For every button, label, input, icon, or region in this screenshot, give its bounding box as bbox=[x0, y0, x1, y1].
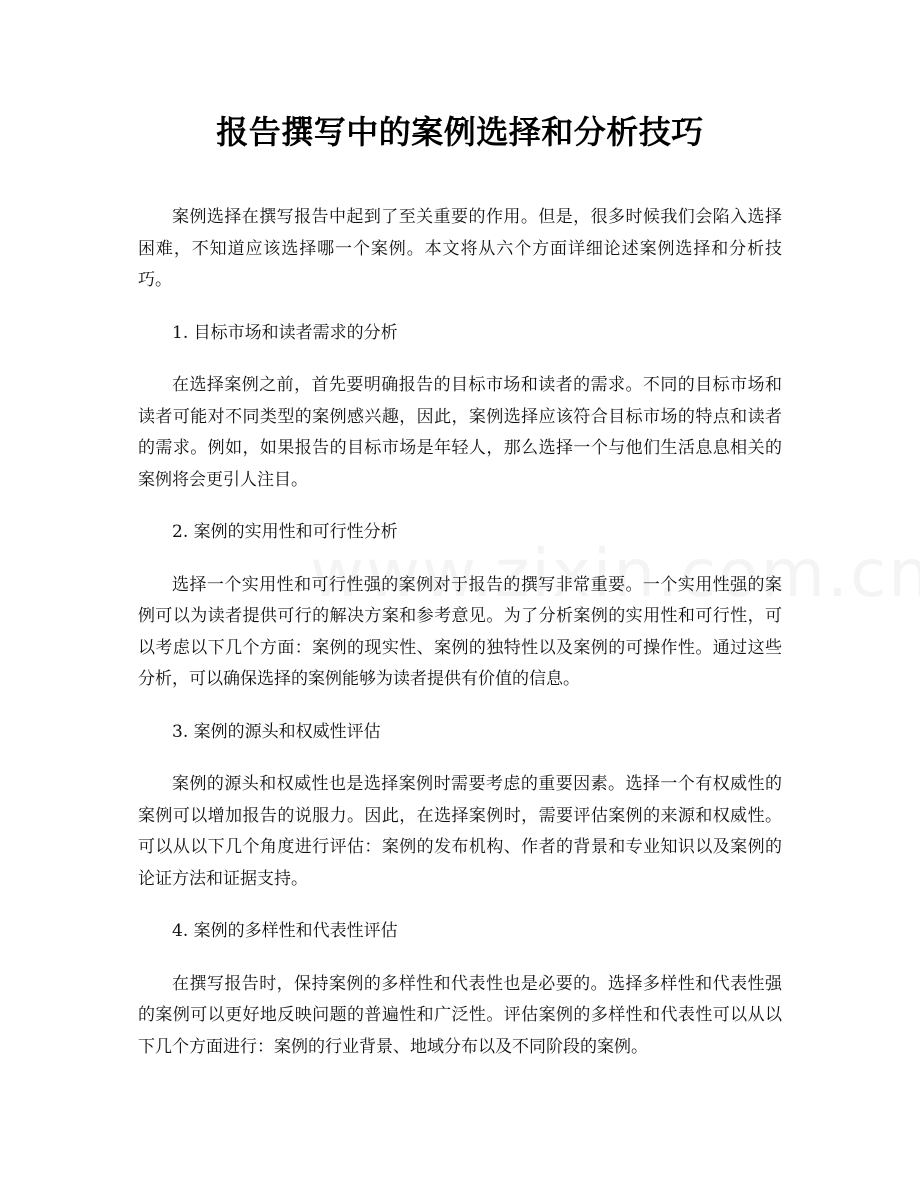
document-body bbox=[138, 202, 782, 1063]
section-heading-2: 2. 案例的实用性和可行性分析 bbox=[172, 522, 398, 542]
document-title: 报告撰写中的案例选择和分析技巧 bbox=[216, 113, 704, 151]
intro-paragraph: 案例选择在撰写报告中起到了至关重要的作用。但是，很多时候我们会陷入选择困难，不知道应该选择哪一个案例。本文将从六个方面详细论述案例选择和分析技巧。 bbox=[138, 207, 782, 290]
section-heading-3: 3. 案例的源头和权威性评估 bbox=[172, 721, 381, 742]
section-paragraph-1: 在选择案例之前，首先要明确报告的目标市场和读者的需求。不同的目标市场和读者可能对不同类型的案例感兴趣，因此，案例选择应该符合目标市场的特点和读者的需求。例如，如果报告的目标市场是年轻人，那么选择一个与他们生活息息相关的案例将会更引人注目。 bbox=[138, 375, 782, 490]
section-paragraph-3: 案例的源头和权威性也是选择案例时需要考虑的重要因素。选择一个有权威性的案例可以增加报告的说服力。因此，在选择案例时，需要评估案例的来源和权威性。可以从以下几个角度进行评估：案例的发布机构、作者的背景和专业知识以及案例的论证方法和证据支持。 bbox=[138, 774, 782, 889]
section-paragraph-4: 在撰写报告时，保持案例的多样性和代表性也是必要的。选择多样性和代表性强的案例可以更好地反映问题的普遍性和广泛性。评估案例的多样性和代表性可以从以下几个方面进行：案例的行业背景、地域分布以及不同阶段的案例。 bbox=[138, 973, 782, 1057]
section-paragraph-2: 选择一个实用性和可行性强的案例对于报告的撰写非常重要。一个实用性强的案例可以为读者提供可行的解决方案和参考意见。为了分析案例的实用性和可行性，可以考虑以下几个方面：案例的现实性、案例的独特性以及案例的可操作性。通过这些分析，可以确保选择的案例能够为读者提供有价值的信息。 bbox=[138, 574, 782, 689]
section-heading-1: 1. 目标市场和读者需求的分析 bbox=[172, 322, 398, 343]
section-heading-4: 4. 案例的多样性和代表性评估 bbox=[172, 921, 398, 941]
